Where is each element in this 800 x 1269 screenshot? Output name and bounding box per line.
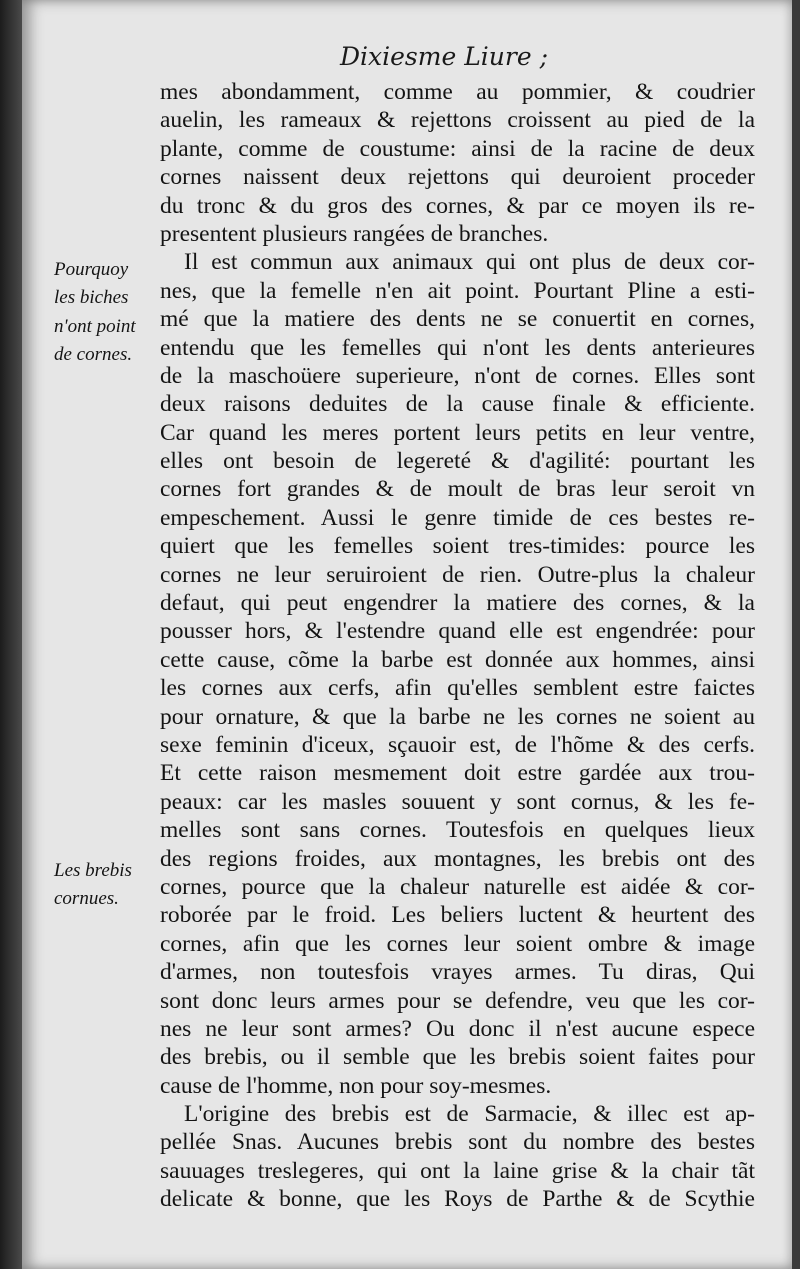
margin-note-line: Les brebis — [54, 860, 132, 881]
text-line: roborée par le froid. Les beliers luctent & heurtent des — [160, 902, 755, 929]
text-line: Il est commun aux animaux qui ont plus de deux cor- — [184, 249, 755, 276]
text-line: d'armes, non toutesfois vrayes armes. Tu diras, Qui — [160, 959, 755, 986]
text-line: sauuages treslegeres, qui ont la laine grise & la chair tãt — [160, 1157, 755, 1184]
margin-note-brebis — [54, 857, 132, 914]
text-line: deux raisons deduites de la cause finale & efficiente. — [160, 391, 755, 418]
text-line: elles ont besoin de legereté & d'agilité: pourtant les — [160, 448, 755, 475]
text-line: delicate & bonne, que les Roys de Parthe & de Scythie — [160, 1186, 755, 1213]
text-line: cornes naissent deux rejettons qui deuroient proceder — [160, 164, 755, 191]
text-line: pousser hors, & l'estendre quand elle est engendrée: pour — [160, 618, 755, 645]
text-line: melles sont sans cornes. Toutesfois en quelques lieux — [160, 817, 755, 844]
text-line: mes abondamment, comme au pommier, & coudrier — [160, 79, 755, 105]
text-line: du tronc & du gros des cornes, & par ce moyen ils re- — [160, 192, 755, 219]
text-line: de la maschoüere superieure, n'ont de cornes. Elles sont — [160, 362, 755, 389]
text-line: pour ornature, & que la barbe ne les cornes ne soient au — [160, 703, 755, 730]
text-line: quiert que les femelles soient tres-timides: pource les — [160, 533, 755, 560]
text-line: presentent plusieurs rangées de branches. — [160, 220, 549, 247]
body-text — [160, 78, 755, 1214]
running-header: Dixiesme Liure ; — [340, 42, 549, 71]
text-line: Et cette raison mesmement doit estre gardée aux trou- — [160, 760, 755, 787]
text-line: peaux: car les masles souuent y sont cornus, & les fe- — [160, 788, 755, 815]
text-line: cause de l'homme, non pour soy-mesmes. — [160, 1072, 552, 1099]
text-line: Car quand les meres portent leurs petits en leur ventre, — [160, 419, 755, 446]
text-line: cornes ne leur seruiroient de rien. Outre-plus la chaleur — [160, 561, 755, 588]
text-line: cornes, pource que la chaleur naturelle est aidée & cor- — [160, 873, 755, 900]
text-line: cette cause, cõme la barbe est donnée aux hommes, ainsi — [160, 646, 755, 673]
text-line: nes, que la femelle n'en ait point. Pourtant Pline a esti- — [160, 277, 755, 304]
margin-note-biches — [54, 256, 136, 370]
text-line: cornes, afin que les cornes leur soient ombre & image — [160, 930, 755, 957]
text-line: les cornes aux cerfs, afin qu'elles semblent estre faictes — [160, 675, 755, 702]
text-line: plante, comme de coustume: ainsi de la racine de deux — [160, 135, 755, 162]
margin-note-line: de cornes. — [54, 344, 133, 366]
book-spine-shadow — [0, 0, 22, 1269]
text-line: auelin, les rameaux & rejettons croissent au pied de la — [160, 107, 755, 134]
text-line: pellée Snas. Aucunes brebis sont du nombre des bestes — [160, 1129, 755, 1156]
text-line: defaut, qui peut engendrer la matiere des cornes, & la — [160, 590, 755, 617]
text-line: L'origine des brebis est de Sarmacie, & illec est ap- — [184, 1101, 755, 1128]
text-line: mé que la matiere des dents ne se conuertit en cornes, — [160, 306, 755, 333]
margin-note-line: n'ont point — [54, 315, 136, 337]
margin-note-line: les biches — [54, 287, 129, 309]
text-line: des brebis, ou il semble que les brebis soient faites pour — [160, 1044, 755, 1071]
text-line: sont donc leurs armes pour se defendre, veu que les cor- — [160, 987, 755, 1014]
margin-note-line: Pourquoy — [54, 259, 129, 280]
text-line: entendu que les femelles qui n'ont les dents anterieures — [160, 334, 755, 361]
text-line: empeschement. Aussi le genre timide de ces bestes re- — [160, 504, 755, 531]
text-line: des regions froides, aux montagnes, les brebis ont des — [160, 845, 755, 872]
text-line: nes ne leur sont armes? Ou donc il n'est aucune espece — [160, 1015, 755, 1042]
margin-note-line: cornues. — [54, 888, 119, 910]
text-line: sexe feminin d'iceux, sçauoir est, de l'hõme & des cerfs. — [160, 731, 755, 758]
text-line: cornes fort grandes & de moult de bras leur seroit vn — [160, 476, 755, 503]
